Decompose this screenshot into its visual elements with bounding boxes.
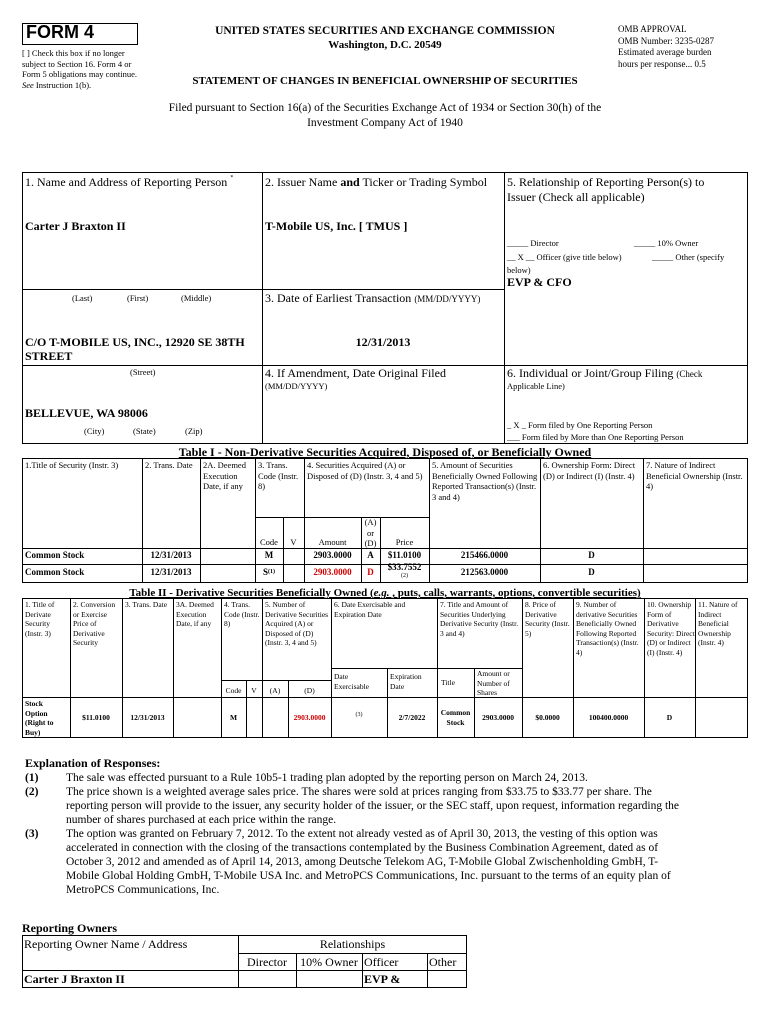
- box6-check: (Check: [676, 369, 703, 379]
- t2-sub-title: Title: [441, 678, 455, 687]
- form-title: FORM 4: [26, 22, 95, 42]
- t1-col1: 1.Title of Security (Instr. 3): [25, 460, 119, 470]
- t2-title-eg: e.g.: [373, 587, 390, 599]
- t1-sub-aord: (A) or (D): [364, 517, 377, 548]
- explanation-line: accelerated in connection with the closing of the transactions contemplated by the Business Combination Agreement, dated as of: [66, 842, 659, 854]
- t2-r-date: 12/31/2013: [130, 713, 165, 722]
- owners-heading: Reporting Owners: [22, 921, 117, 935]
- t2-r-form: D: [666, 713, 673, 722]
- city-label: (City): [84, 426, 105, 436]
- t1-col2: 2. Trans. Date: [145, 460, 193, 470]
- box6-applicable: Applicable Line): [507, 381, 565, 391]
- box4-format: (MM/DD/YYYY): [265, 381, 328, 391]
- divider: [221, 680, 331, 681]
- explanation-text: [66, 771, 588, 785]
- t1-r1-price: $11.0100: [387, 550, 422, 560]
- box2-label: [265, 175, 487, 190]
- t2-r-und-title: Common Stock: [440, 708, 471, 727]
- filing-option-multi: ___ Form filed by More than One Reporting Person: [507, 432, 684, 442]
- divider: [262, 289, 504, 290]
- explanation-item: [25, 771, 745, 785]
- explanation-text: [66, 785, 679, 827]
- t1-r1-owned: 215466.0000: [460, 550, 509, 560]
- divider: [262, 172, 263, 444]
- t2-r-und-amt: 2903.0000: [482, 713, 514, 722]
- t1-col4: 4. Securities Acquired (A) or Disposed of (D) (Instr. 3, 4 and 5): [307, 460, 423, 481]
- explanation-heading: Explanation of Responses:: [25, 756, 161, 770]
- box2-label-and: and: [340, 175, 360, 189]
- box5-label-2: Issuer (Check all applicable): [507, 190, 645, 204]
- state-label: (State): [133, 426, 156, 436]
- explanation-number: (1): [25, 772, 39, 784]
- t1-r2-form: D: [588, 567, 595, 577]
- t1-r2-title: Common Stock: [25, 567, 85, 577]
- t2-col5: 5. Number of Derivative Securities Acquired (A) or Disposed of (D) (Instr. 3, 4 and 5): [265, 600, 329, 647]
- issuer-name: T-Mobile US, Inc. [ TMUS ]: [265, 219, 408, 233]
- t1-r1-aord: A: [367, 550, 374, 560]
- t2-title-a: Table II - Derivative Securities Beneficially Owned (: [129, 587, 374, 599]
- box3-label: [265, 291, 480, 306]
- omb-hours: hours per response... 0.5: [618, 58, 706, 69]
- t1-r2-date: 12/31/2013: [150, 567, 192, 577]
- t1-col2a: 2A. Deemed Execution Date, if any: [203, 460, 246, 491]
- first-label: (First): [127, 293, 149, 303]
- t1-r2-code-value: S: [263, 567, 269, 577]
- middle-label: (Middle): [181, 293, 212, 303]
- t1-r2-code: [263, 567, 275, 578]
- explanation-item: [25, 827, 745, 897]
- below-text: below): [507, 265, 531, 275]
- other-check: _____ Other (specify: [652, 252, 725, 262]
- divider: [238, 953, 467, 954]
- t2-sub-code: Code: [225, 686, 242, 695]
- agency-location: Washington, D.C. 20549: [328, 39, 442, 51]
- omb-approval: OMB APPROVAL: [618, 24, 687, 34]
- t2-title-b: , puts, calls, warrants, options, convertible securities): [389, 587, 641, 599]
- street-line-2: STREET: [25, 349, 73, 363]
- t1-r2-code-footnote: (1): [268, 569, 276, 575]
- checkbox-see: See: [22, 79, 34, 90]
- t2-r-exer-footnote: (3): [355, 712, 363, 718]
- t2-col10: 10. Ownership Form of Derivative Security: Direct (D) or Indirect (I) (Instr. 4): [647, 600, 695, 657]
- t1-col5: 5. Amount of Securities Beneficially Owned Following Reported Transaction(s) (Instr. 3 and 4): [432, 460, 538, 502]
- t1-r2-aord: D: [367, 567, 374, 577]
- t2-col9: 9. Number of derivative Securities Beneficially Owned Following Reported Transaction(s) (Instr. 4): [576, 600, 639, 657]
- box3-format: (MM/DD/YYYY): [414, 294, 481, 304]
- explanation-list: [25, 771, 745, 897]
- owners-col-name: Reporting Owner Name / Address: [24, 937, 188, 951]
- t2-r-disposed: 2903.0000: [293, 713, 326, 722]
- t2-col4: 4. Trans. Code (Instr. 8): [224, 600, 260, 628]
- divider: [255, 517, 429, 518]
- explanation-text: [66, 827, 671, 897]
- t1-r2-price-footnote: (2): [401, 573, 408, 579]
- checkbox-instruction: [22, 48, 150, 90]
- table1-title: Table I - Non-Derivative Securities Acquired, Disposed of, or Beneficially Owned: [178, 445, 592, 459]
- owners-col-other: Other: [429, 955, 457, 969]
- divider: [22, 289, 262, 290]
- box2-label-a: 2. Issuer Name: [265, 175, 341, 189]
- t2-sub-a: (A): [269, 686, 281, 695]
- t1-sub-code: Code: [260, 537, 278, 547]
- t2-sub-amt: Amount or Number of Shares: [477, 669, 510, 697]
- divider: [504, 172, 505, 444]
- statement-title: STATEMENT OF CHANGES IN BENEFICIAL OWNERSHIP OF SECURITIES: [192, 75, 578, 87]
- checkbox-instr: Instruction 1(b).: [35, 79, 92, 90]
- t1-sub-price: Price: [395, 537, 414, 547]
- street-label: (Street): [130, 367, 156, 377]
- divider: [427, 953, 428, 988]
- t1-col6: 6. Ownership Form: Direct (D) or Indirect (I) (Instr. 4): [543, 460, 636, 481]
- explanation-number: (2): [25, 786, 39, 798]
- t1-col3: 3. Trans. Code (Instr. 8): [258, 460, 299, 491]
- filing-option-one: _ X _ Form filed by One Reporting Person: [507, 420, 653, 430]
- t2-sub-exer: Date Exercisable: [334, 672, 369, 691]
- t2-col2: 2. Conversion or Exercise Price of Derivative Security: [73, 600, 116, 647]
- t1-r2-price: $33.7552: [387, 562, 422, 572]
- officer-title: EVP & CFO: [507, 275, 572, 289]
- box3-label-text: 3. Date of Earliest Transaction: [265, 291, 412, 305]
- owners-col-officer: Officer: [364, 955, 399, 969]
- box1-star: *: [230, 175, 234, 181]
- explanation-line: The option was granted on February 7, 2012. To the extent not already vested as of April 30, 2013, the vesting of this option was: [66, 828, 658, 840]
- t1-r1-date: 12/31/2013: [150, 550, 192, 560]
- t1-sub-amount: Amount: [318, 537, 347, 547]
- owners-col-tenpct: 10% Owner: [300, 955, 358, 969]
- divider: [362, 953, 363, 988]
- t1-r1-form: D: [588, 550, 595, 560]
- t2-col3: 3. Trans. Date: [125, 600, 168, 609]
- t2-col11: 11. Nature of Indirect Beneficial Ownership (Instr. 4): [698, 600, 738, 647]
- owner-name: Carter J Braxton II: [24, 972, 125, 986]
- reporting-person-name: Carter J Braxton II: [25, 219, 126, 233]
- box6-label-text: 6. Individual or Joint/Group Filing: [507, 366, 674, 380]
- checkbox-text: [ ] Check this box if no longer subject to Section 16. Form 4 or Form 5 obligations may continue.: [22, 48, 137, 79]
- last-label: (Last): [72, 293, 93, 303]
- t1-r2-owned: 212563.0000: [460, 567, 509, 577]
- divider: [387, 668, 388, 738]
- t2-sub-exp: Expiration Date: [390, 672, 422, 691]
- owners-col-director: Director: [247, 955, 287, 969]
- box5-label-1: 5. Relationship of Reporting Person(s) to: [507, 175, 705, 189]
- divider: [283, 517, 284, 583]
- explanation-item: [25, 785, 745, 827]
- box1-label: [25, 175, 233, 190]
- t2-r-price: $11.0100: [82, 713, 110, 722]
- agency-name: UNITED STATES SECURITIES AND EXCHANGE COMMISSION: [215, 25, 555, 37]
- explanation-line: The price shown is a weighted average sales price. The shares were sold at prices ranging from $33.75 to $33.77 per share. The: [66, 786, 652, 798]
- officer-check: __ X __ Officer (give title below): [507, 252, 622, 262]
- t2-r-code: M: [229, 713, 238, 722]
- explanation-line: October 3, 2012 and amended as of April 14, 2013, among Deutsche Telekom AG, T-Mobile Global Zwischenholding GmbH, T-: [66, 856, 659, 868]
- box1-label-text: 1. Name and Address of Reporting Person: [25, 175, 228, 189]
- divider: [695, 598, 696, 738]
- owner-officer-value: EVP &: [364, 972, 401, 986]
- t2-r-deriv-price: $0.0000: [535, 713, 560, 722]
- t2-col3a: 3A. Deemed Execution Date, if any: [176, 600, 214, 628]
- filed-pursuant-1: Filed pursuant to Section 16(a) of the Securities Exchange Act of 1934 or Section 30(h) of the: [168, 102, 602, 114]
- t2-col7: 7. Title and Amount of Securities Underlying Derivative Security (Instr. 3 and 4): [440, 600, 519, 638]
- ten-pct-check: _____ 10% Owner: [634, 238, 699, 248]
- t2-r-expiration: 2/7/2022: [398, 713, 426, 722]
- explanation-line: reporting person will provide to the issuer, any security holder of the issuer, or the SEC staff, upon request, information regarding the: [66, 800, 680, 812]
- t2-r-owned: 100400.0000: [588, 713, 629, 722]
- t1-r1-amount: 2903.0000: [313, 550, 352, 560]
- filed-pursuant-2: Investment Company Act of 1940: [307, 117, 463, 129]
- street-line-1: C/O T-MOBILE US, INC., 12920 SE 38TH: [25, 335, 245, 349]
- omb-number: OMB Number: 3235-0287: [618, 35, 714, 46]
- divider: [22, 548, 748, 549]
- explanation-number: (3): [25, 828, 39, 840]
- zip-label: (Zip): [185, 426, 203, 436]
- owners-col-rel: Relationships: [319, 937, 386, 951]
- t2-r-title: Stock Option (Right to Buy): [25, 699, 54, 737]
- t2-sub-d: (D): [304, 686, 315, 695]
- omb-box: [618, 24, 768, 70]
- divider: [22, 697, 748, 698]
- explanation-line: number of shares purchased at each price within the range.: [66, 814, 337, 826]
- explanation-line: The sale was effected pursuant to a Rule 10b5-1 trading plan adopted by the reporting person on March 24, 2013.: [66, 772, 588, 784]
- identity-grid: [22, 172, 748, 444]
- director-check: _____ Director: [507, 238, 559, 248]
- explanation-line: MetroPCS Communications, Inc.: [66, 884, 220, 896]
- t1-sub-v: V: [290, 537, 297, 547]
- divider: [22, 970, 467, 971]
- t2-col6: 6. Date Exercisable and Expiration Date: [334, 600, 406, 619]
- explanation-line: Mobile Global Holding GmbH, T-Mobile USA Inc. and MetroPCS Communications, Inc. pursuant to the terms of an equity plan of: [66, 870, 671, 882]
- earliest-transaction-date: 12/31/2013: [355, 335, 411, 349]
- box6-label: [507, 366, 702, 381]
- t1-r1-code: M: [264, 550, 274, 560]
- divider: [474, 668, 475, 738]
- divider: [173, 598, 174, 738]
- t1-r2-amount: 2903.0000: [313, 567, 352, 577]
- t2-col1: 1. Title of Derivate Security (Instr. 3): [25, 600, 55, 638]
- omb-burden: Estimated average burden: [618, 47, 712, 57]
- divider: [262, 598, 263, 738]
- box2-label-b: Ticker or Trading Symbol: [359, 175, 488, 189]
- box4-label: 4. If Amendment, Date Original Filed: [265, 366, 446, 380]
- t2-sub-v: V: [251, 686, 257, 695]
- city-line: BELLEVUE, WA 98006: [25, 406, 148, 420]
- t1-col7: 7. Nature of Indirect Beneficial Ownership (Instr. 4): [646, 460, 743, 491]
- t1-r1-title: Common Stock: [25, 550, 85, 560]
- t2-col8: 8. Price of Derivative Security (Instr. 5): [525, 600, 570, 638]
